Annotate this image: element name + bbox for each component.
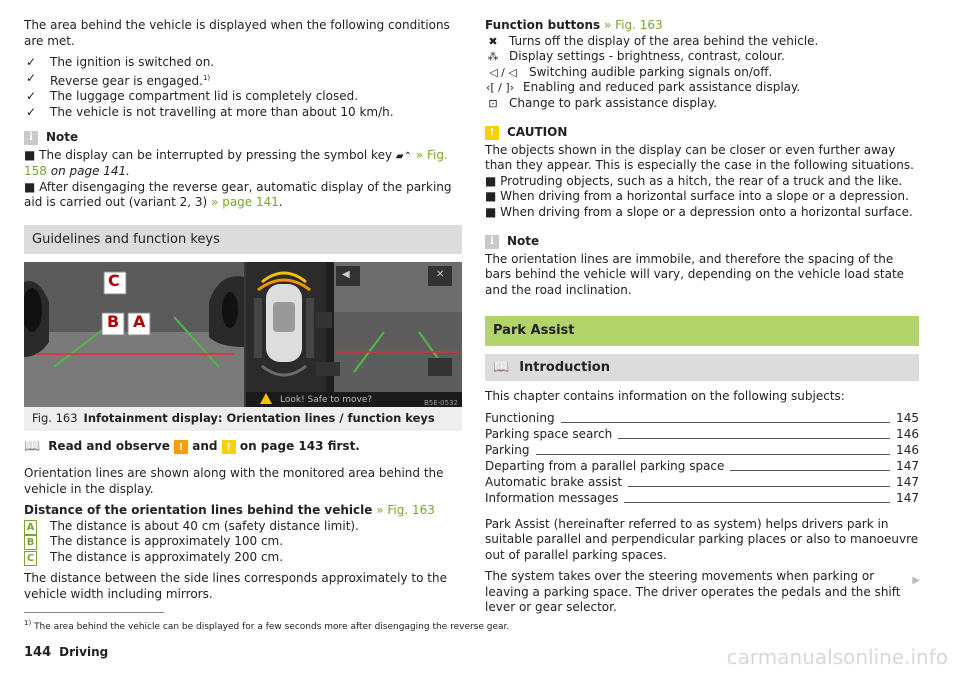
chapter-label: Driving bbox=[59, 645, 109, 659]
toc-entry[interactable]: Automatic brake assist 147 bbox=[485, 475, 919, 489]
function-item: ◁ / ◁ Switching audible parking signals on/off. bbox=[485, 65, 919, 81]
figure-code: B5E-0532 bbox=[423, 399, 458, 407]
fig-163-link[interactable]: » Fig. 163 bbox=[376, 503, 435, 518]
distance-list bbox=[24, 519, 462, 566]
side-lines-text: The distance between the side lines corresponds approximately to the vehicle width including mirrors. bbox=[24, 571, 447, 601]
conditions-list bbox=[24, 55, 462, 120]
distance-item: C The distance is approximately 200 cm. bbox=[24, 550, 462, 566]
car-icon: ⊡ bbox=[488, 96, 498, 110]
function-item: ✖ Turns off the display of the area behind the vehicle. bbox=[485, 34, 919, 50]
rear-view-key-icon: ▰⌃ bbox=[395, 150, 412, 162]
footnote: $^{1)}$ The area behind the vehicle can be displayed for a few seconds more after disengaging the reverse gear. bbox=[24, 619, 510, 632]
section-title: Guidelines and function keys bbox=[24, 225, 462, 255]
label-c: C bbox=[108, 271, 120, 290]
settings-icon: ⁂ bbox=[487, 50, 499, 63]
caution-item: ■ When driving from a horizontal surface into a slope or a depression. bbox=[485, 189, 909, 203]
sound-icon: ◁ / ◁ bbox=[489, 65, 517, 79]
distance-heading: Distance of the orientation lines behind the vehicle » Fig. 163 bbox=[24, 503, 435, 518]
book-icon: 📖 bbox=[493, 359, 510, 375]
book-icon: 📖 bbox=[24, 438, 41, 454]
warning-text: Look! Safe to move? bbox=[280, 395, 373, 405]
function-item: ⁂ Display settings - brightness, contrast, colour. bbox=[485, 49, 919, 65]
condition-item: ✓ The luggage compartment lid is completely closed. bbox=[24, 89, 462, 105]
function-item: ‹[ / ]› Enabling and reduced park assistance display. bbox=[485, 80, 801, 94]
chapter-text: This chapter contains information on the following subjects: bbox=[485, 389, 845, 403]
intro-text: The area behind the vehicle is displayed when the following conditions are met. bbox=[24, 18, 450, 48]
function-list bbox=[485, 34, 919, 112]
condition-item: ✓ The vehicle is not travelling at more than about 10 km/h. bbox=[24, 105, 462, 121]
introduction-heading: 📖 Introduction bbox=[485, 354, 919, 382]
toc bbox=[485, 411, 919, 507]
sound-button-icon: ◀ bbox=[342, 269, 350, 280]
right-column bbox=[485, 18, 919, 622]
footnote-mark: 1) bbox=[202, 73, 211, 82]
info-icon: i bbox=[24, 131, 38, 145]
continue-arrow-icon: ▶ bbox=[912, 575, 920, 586]
note-heading: i Note bbox=[485, 234, 919, 250]
watermark: carmanualsonline.info bbox=[726, 645, 948, 669]
function-item: ⊡ Change to park assistance display. bbox=[485, 96, 919, 112]
infotainment-figure bbox=[24, 262, 462, 407]
toc-entry[interactable]: Information messages 147 bbox=[485, 491, 919, 505]
caution-item: ■ Protruding objects, such as a hitch, the rear of a truck and the like. bbox=[485, 173, 903, 188]
footnote-divider bbox=[24, 612, 164, 613]
function-heading: Function buttons » Fig. 163 bbox=[485, 18, 663, 32]
condition-item: ✓ The ignition is switched on. bbox=[24, 55, 462, 71]
toc-entry[interactable]: Functioning 145 bbox=[485, 411, 919, 425]
page-footer bbox=[24, 645, 108, 661]
toc-entry[interactable]: Parking space search 146 bbox=[485, 427, 919, 441]
steering-text: The system takes over the steering movements when parking or leaving a parking space. The driver operates the pedals and the shift lever or gear selector. bbox=[485, 569, 901, 614]
label-a: A bbox=[133, 312, 146, 331]
fig-158-link[interactable]: » Fig. 158 bbox=[24, 147, 448, 178]
note-item: ■ The display can be interrupted by pressing the symbol key ▰⌃ » Fig. 158 on page 141. bbox=[24, 147, 448, 178]
caution-intro: The objects shown in the display can be closer or even further away than they appear. This is especially the case in the following situations. bbox=[485, 142, 914, 172]
page-number: 144 bbox=[24, 645, 52, 660]
park-assist-icon: ‹[ / ]› bbox=[485, 81, 515, 94]
distance-item: B The distance is approximately 100 cm. bbox=[24, 534, 462, 550]
info-icon: i bbox=[485, 235, 499, 249]
label-b: B bbox=[107, 312, 120, 331]
figure-illustration bbox=[24, 262, 462, 407]
distance-item: A The distance is about 40 cm (safety distance limit). bbox=[24, 519, 462, 535]
park-assist-title: Park Assist bbox=[485, 316, 919, 346]
figure-caption: Fig. 163 Infotainment display: Orientation lines / function keys bbox=[24, 407, 462, 431]
system-text: Park Assist (hereinafter referred to as system) helps drivers park in suitable parallel and perpendicular parking places or also to manoeuvre out of parallel parking spaces. bbox=[485, 516, 919, 562]
condition-item: ✓ Reverse gear is engaged.$^{1)}$ bbox=[24, 71, 462, 90]
close-button-icon: ✕ bbox=[436, 269, 445, 280]
caution-icon: ! bbox=[485, 126, 499, 140]
close-icon: ✖ bbox=[488, 34, 498, 48]
caution-item: ■ When driving from a slope or a depression onto a horizontal surface. bbox=[485, 204, 913, 219]
orientation-text: Orientation lines are shown along with the monitored area behind the vehicle in the display. bbox=[24, 466, 444, 496]
left-column bbox=[24, 18, 462, 608]
page-141-link[interactable]: » page 141 bbox=[211, 195, 279, 209]
warning-icon: ! bbox=[174, 440, 188, 454]
note-text: The orientation lines are immobile, and therefore the spacing of the bars behind the vehicle will vary, depending on the vehicle load state and the road inclination. bbox=[485, 251, 905, 297]
toc-entry[interactable]: Parking 146 bbox=[485, 443, 919, 457]
note-item: ■ After disengaging the reverse gear, automatic display of the parking aid is carried out (variant 2, 3) » page 141. bbox=[24, 179, 452, 209]
caution-heading: ! CAUTION bbox=[485, 125, 919, 141]
read-observe: 📖 Read and observe ! and ! on page 143 first. bbox=[24, 438, 360, 454]
caution-icon: ! bbox=[222, 440, 236, 454]
note-heading: i Note bbox=[24, 130, 462, 146]
fig-163-link[interactable]: » Fig. 163 bbox=[603, 18, 663, 32]
toc-entry[interactable]: Departing from a parallel parking space 147 bbox=[485, 459, 919, 473]
